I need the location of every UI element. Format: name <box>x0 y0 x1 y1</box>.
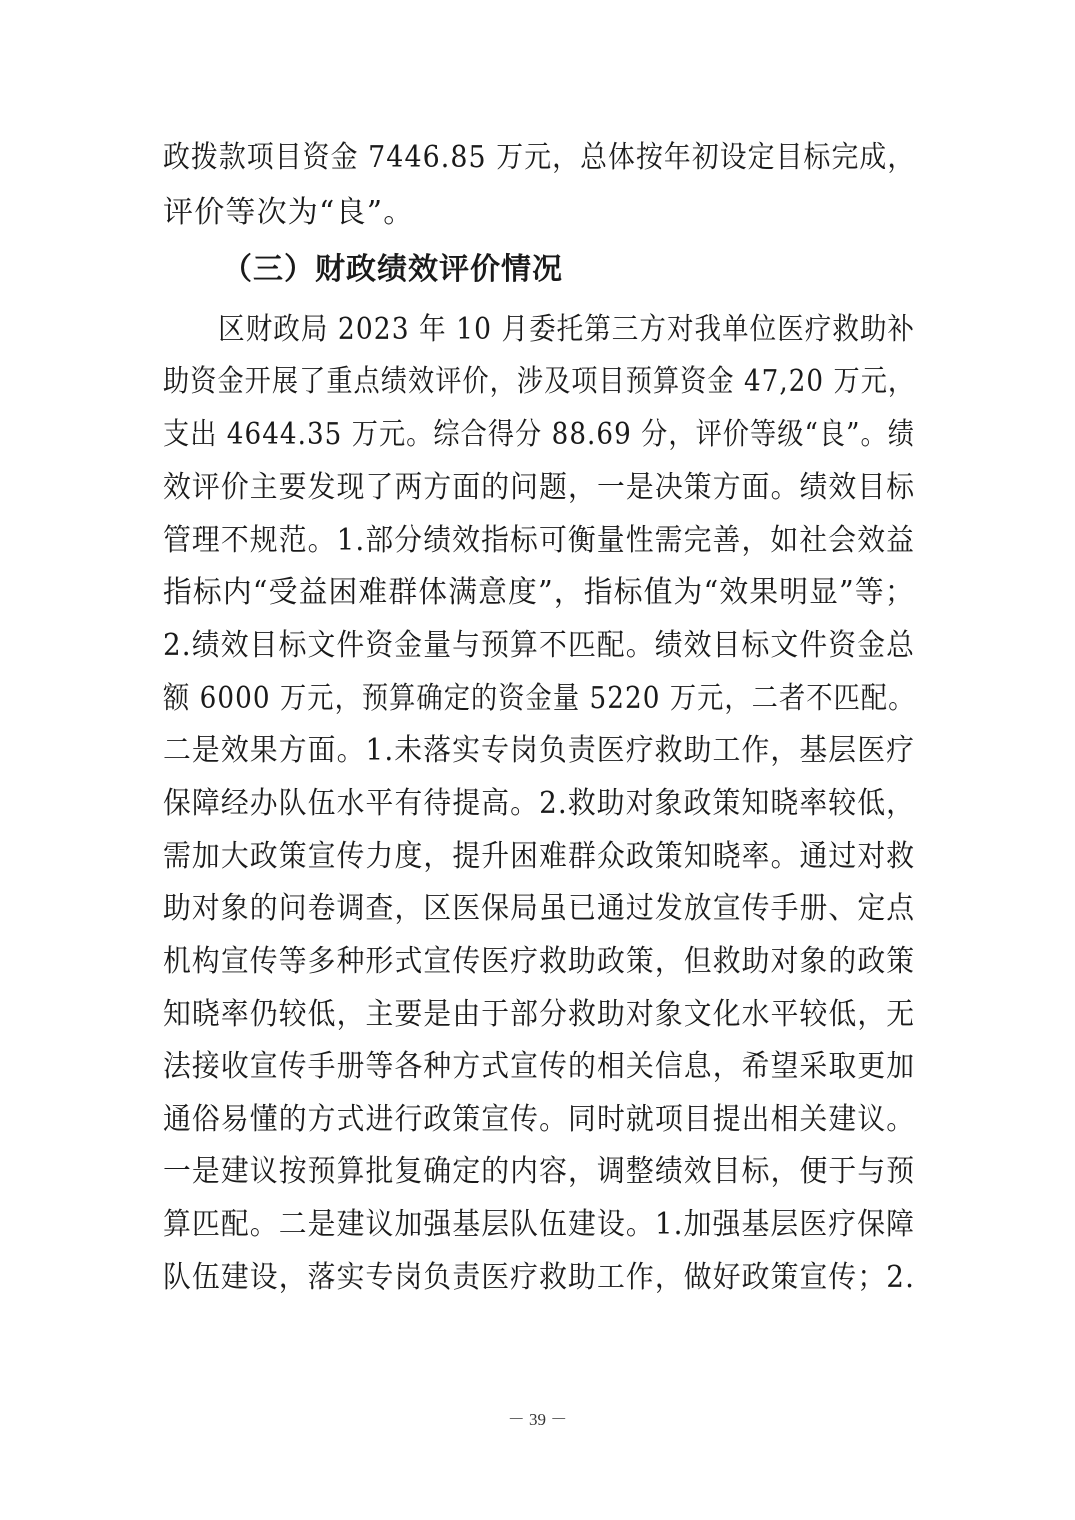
paragraph-line: 管理不规范。1.部分绩效指标可衡量性需完善，如社会效益 <box>163 523 916 558</box>
page-number: － 39 － <box>507 1410 568 1429</box>
paragraph-line: 指标内“受益困难群体满意度”，指标值为“效果明显”等； <box>163 575 915 610</box>
section-heading: （三）财政绩效评价情况 <box>222 252 563 287</box>
paragraph-line: 政拨款项目资金 7446.85 万元，总体按年初设定目标完成， <box>163 140 916 175</box>
paragraph-line: 机构宣传等多种形式宣传医疗救助政策，但救助对象的政策 <box>163 944 916 979</box>
paragraph-line: 区财政局 2023 年 10 月委托第三方对我单位医疗救助补 <box>163 312 916 347</box>
paragraph-line: 评价等次为“良”。 <box>163 195 415 230</box>
paragraph-line: 二是效果方面。1.未落实专岗负责医疗救助工作，基层医疗 <box>163 733 916 768</box>
paragraph-line: 法接收宣传手册等各种方式宣传的相关信息，希望采取更加 <box>163 1049 916 1084</box>
paragraph-line: 额 6000 万元，预算确定的资金量 5220 万元，二者不匹配。 <box>163 681 916 716</box>
paragraph-line: 助对象的问卷调查，区医保局虽已通过发放宣传手册、定点 <box>163 891 916 926</box>
paragraph-line: 算匹配。二是建议加强基层队伍建设。1.加强基层医疗保障 <box>163 1207 916 1242</box>
paragraph-line: 效评价主要发现了两方面的问题，一是决策方面。绩效目标 <box>163 470 916 505</box>
paragraph-line: 一是建议按预算批复确定的内容，调整绩效目标，便于与预 <box>163 1154 916 1189</box>
paragraph-line: 需加大政策宣传力度，提升困难群众政策知晓率。通过对救 <box>163 839 916 874</box>
paragraph-line: 知晓率仍较低，主要是由于部分救助对象文化水平较低，无 <box>163 997 916 1032</box>
paragraph-line: 保障经办队伍水平有待提高。2.救助对象政策知晓率较低， <box>163 786 916 821</box>
paragraph-line: 支出 4644.35 万元。综合得分 88.69 分，评价等级“良”。绩 <box>163 417 915 452</box>
paragraph-line: 2.绩效目标文件资金量与预算不匹配。绩效目标文件资金总 <box>163 628 916 663</box>
paragraph-line: 助资金开展了重点绩效评价，涉及项目预算资金 47,20 万元， <box>163 364 916 399</box>
paragraph-line: 队伍建设，落实专岗负责医疗救助工作，做好政策宣传；2. <box>163 1260 916 1295</box>
paragraph-line: 通俗易懂的方式进行政策宣传。同时就项目提出相关建议。 <box>163 1102 916 1137</box>
